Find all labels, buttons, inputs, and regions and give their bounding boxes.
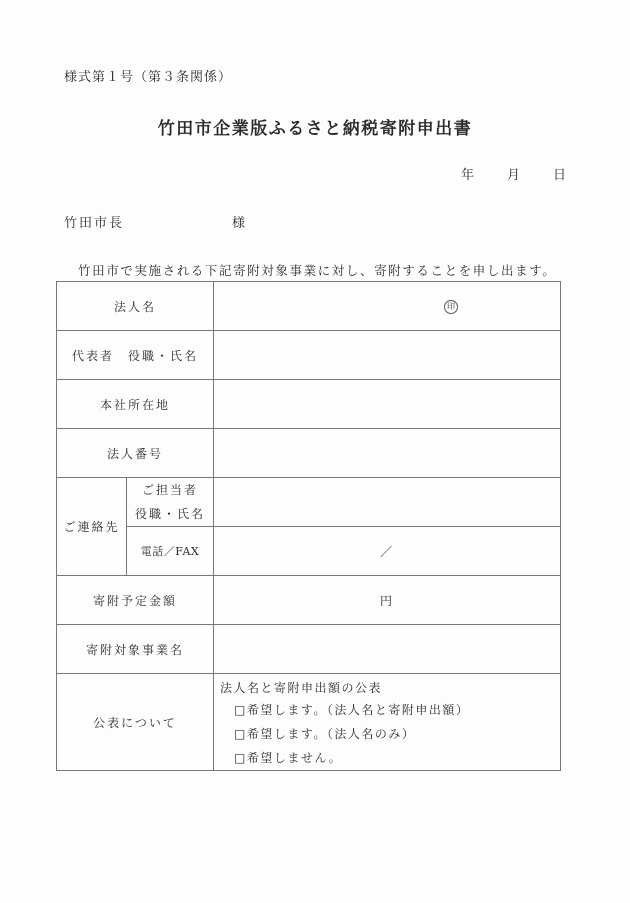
representative-field[interactable] <box>214 331 561 380</box>
phone-fax-separator: ／ <box>380 544 395 559</box>
honorific: 様 <box>232 216 246 231</box>
row-contact-phone <box>57 527 561 576</box>
project-field[interactable] <box>214 625 561 674</box>
row-representative <box>57 331 561 380</box>
project-label: 寄附対象事業名 <box>57 625 214 674</box>
amount-label: 寄附予定金額 <box>57 576 214 625</box>
corporate-number-label: 法人番号 <box>57 429 214 478</box>
publication-heading: 法人名と寄附申出額の公表 <box>220 681 383 695</box>
contact-label: ご連絡先 <box>57 478 127 576</box>
corporate-number-field[interactable] <box>214 429 561 478</box>
publication-option-none[interactable]: □希望しません。 <box>234 751 343 765</box>
publication-option-name-and-amount[interactable]: □希望します。（法人名と寄附申出額） <box>234 703 470 717</box>
date-month-label: 月 <box>507 168 521 183</box>
document-title: 竹田市企業版ふるさと納税寄附申出書 <box>157 119 473 139</box>
donation-form-table <box>56 281 561 771</box>
contact-person-label-line2: 役職・氏名 <box>135 507 206 521</box>
row-corporate-number <box>57 429 561 478</box>
row-project <box>57 625 561 674</box>
seal-mark-icon: 印 <box>444 300 458 314</box>
date-year-label: 年 <box>461 168 475 183</box>
head-office-field[interactable] <box>214 380 561 429</box>
contact-person-field[interactable] <box>214 478 561 527</box>
row-publication <box>57 674 561 771</box>
form-number: 様式第１号（第３条関係） <box>64 70 233 85</box>
publication-options <box>214 674 561 771</box>
corporate-name-field[interactable] <box>214 282 561 331</box>
yen-unit: 円 <box>380 593 395 608</box>
addressee: 竹田市長 <box>64 216 125 231</box>
publication-label: 公表について <box>57 674 214 771</box>
row-corporate-name <box>57 282 561 331</box>
corporate-name-label: 法人名 <box>57 282 214 331</box>
head-office-label: 本社所在地 <box>57 380 214 429</box>
phone-fax-field[interactable] <box>214 527 561 576</box>
contact-person-label-line1: ご担当者 <box>142 483 199 497</box>
row-amount <box>57 576 561 625</box>
intro-statement: 竹田市で実施される下記寄附対象事業に対し、寄附することを申し出ます。 <box>78 263 557 278</box>
representative-label: 代表者 役職・氏名 <box>57 331 214 380</box>
amount-field[interactable] <box>214 576 561 625</box>
publication-option-name-only[interactable]: □希望します。（法人名のみ） <box>234 727 416 741</box>
row-contact-person <box>57 478 561 527</box>
date-day-label: 日 <box>553 168 567 183</box>
contact-person-label <box>127 478 214 527</box>
row-head-office <box>57 380 561 429</box>
phone-fax-label: 電話／FAX <box>127 527 214 576</box>
